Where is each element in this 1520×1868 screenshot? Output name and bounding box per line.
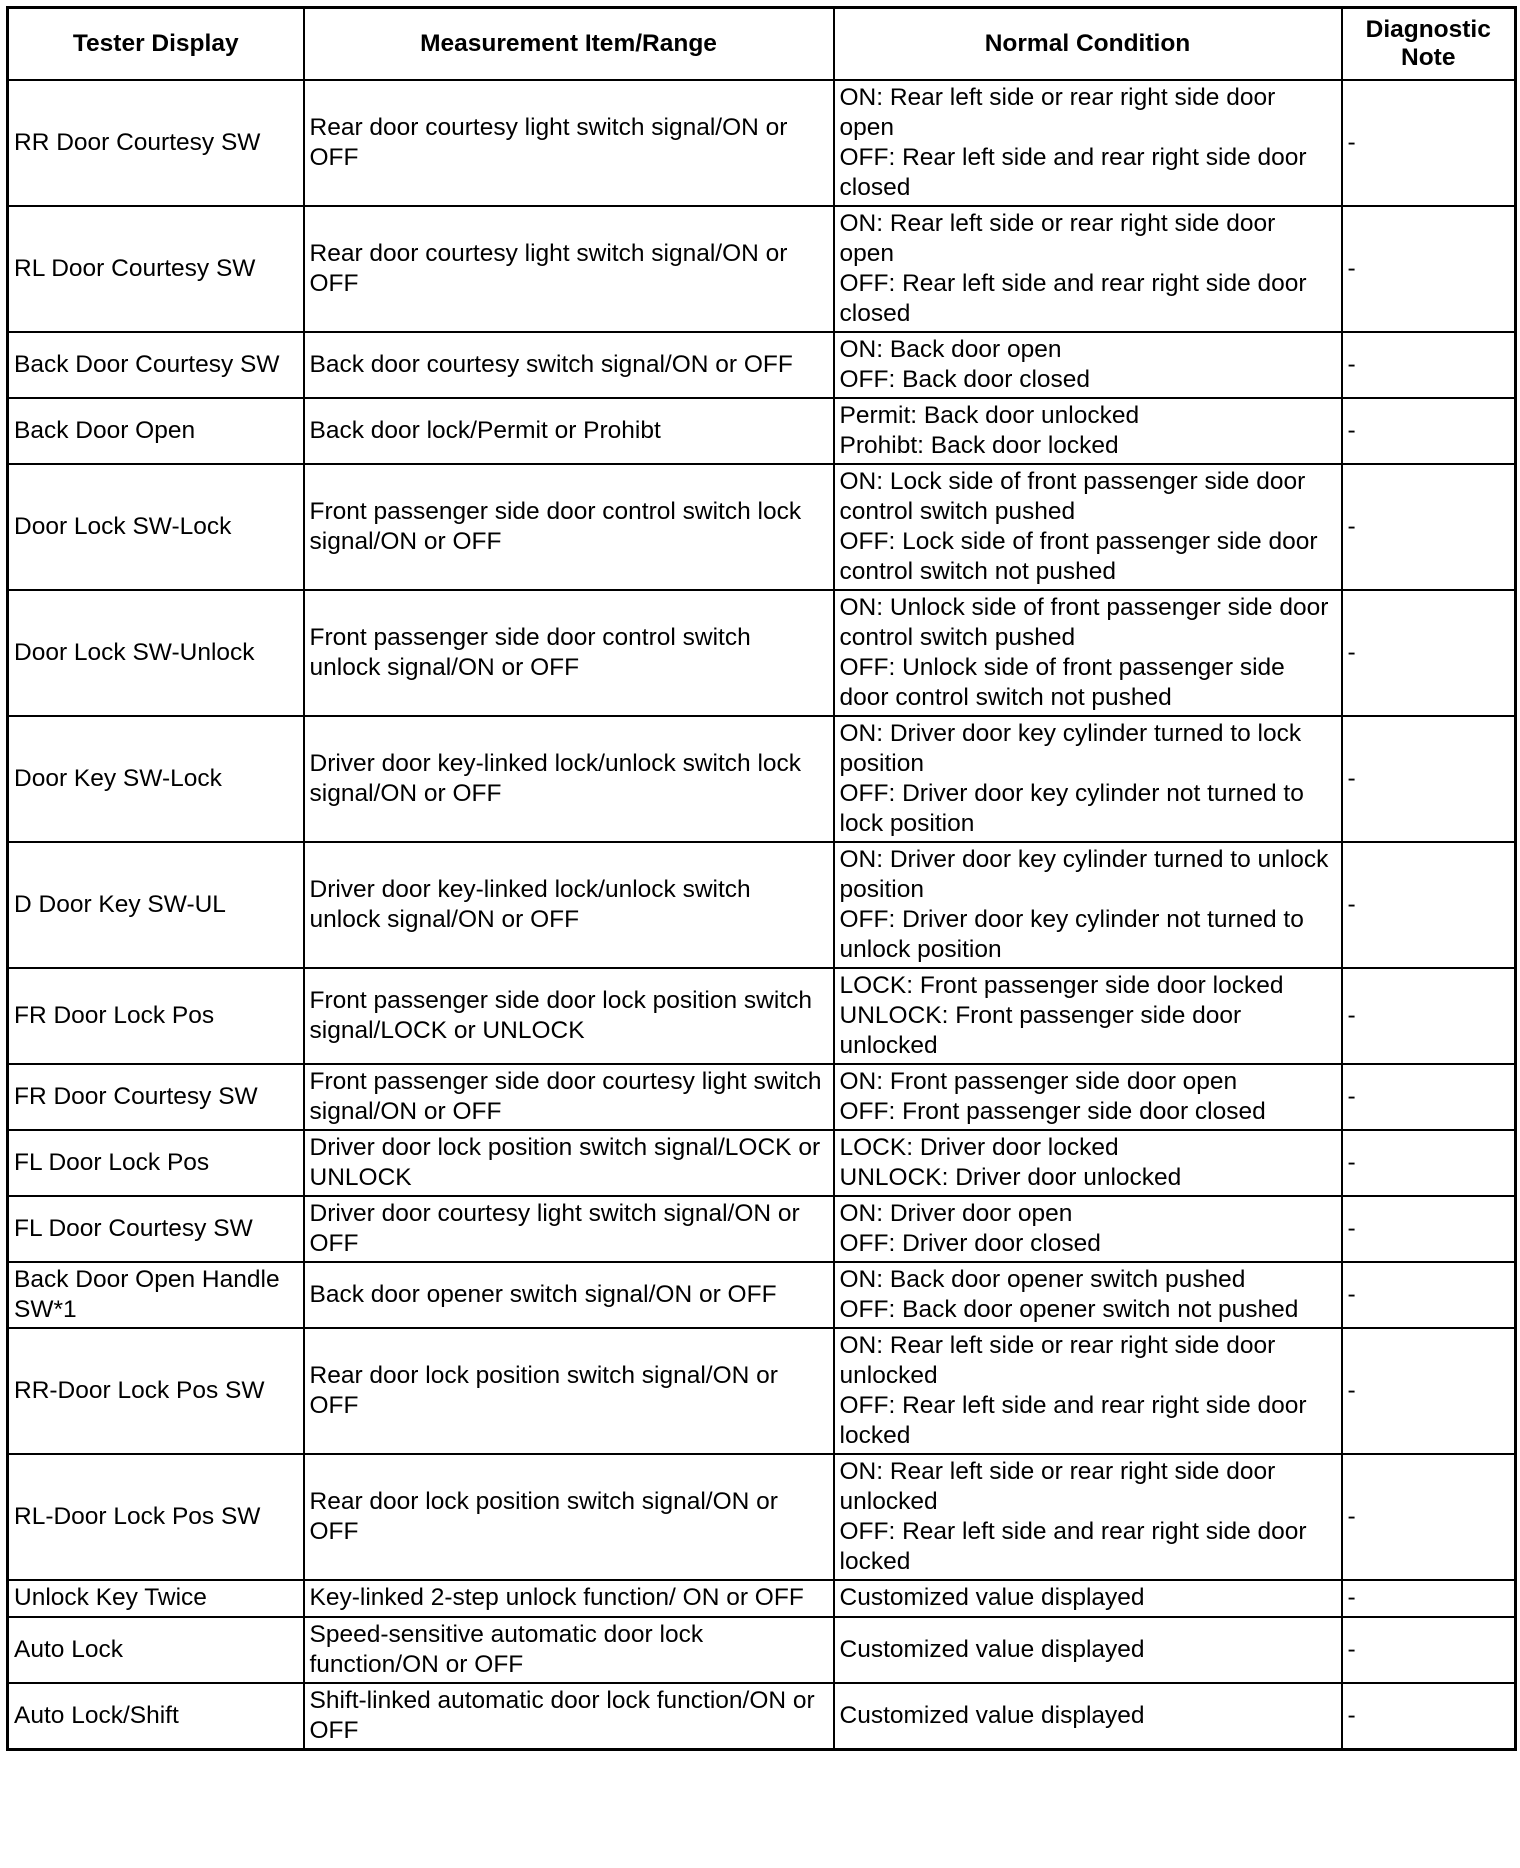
normal-condition-line: Permit: Back door unlocked	[839, 401, 1140, 429]
diagnostic-note-cell: -	[1342, 1130, 1516, 1196]
normal-condition-cell	[834, 398, 1342, 464]
table-row	[8, 1262, 1516, 1328]
diagnostic-note-cell: -	[1342, 842, 1516, 968]
normal-condition-line: ON: Unlock side of front passenger side door control switch pushed	[839, 593, 1329, 651]
tester-display-cell: FL Door Lock Pos	[8, 1130, 304, 1196]
normal-condition-line: ON: Rear left side or rear right side door unlocked	[839, 1457, 1276, 1515]
normal-condition-line: OFF: Rear left side and rear right side door locked	[839, 1517, 1307, 1575]
tester-display-cell: RR Door Courtesy SW	[8, 80, 304, 206]
normal-condition-line: UNLOCK: Front passenger side door unlocked	[839, 1001, 1242, 1059]
tester-display-cell: D Door Key SW-UL	[8, 842, 304, 968]
table-row	[8, 590, 1516, 716]
measurement-item-cell: Rear door courtesy light switch signal/ON or OFF	[304, 80, 834, 206]
measurement-item-cell: Rear door lock position switch signal/ON or OFF	[304, 1328, 834, 1454]
table-row	[8, 968, 1516, 1064]
normal-condition-line: OFF: Lock side of front passenger side door control switch not pushed	[839, 527, 1318, 585]
normal-condition-line: OFF: Driver door key cylinder not turned to lock position	[839, 779, 1304, 837]
normal-condition-line: ON: Back door open	[839, 335, 1062, 363]
table-row	[8, 1130, 1516, 1196]
measurement-item-cell: Rear door courtesy light switch signal/ON or OFF	[304, 206, 834, 332]
normal-condition-line: Customized value displayed	[839, 1635, 1145, 1663]
normal-condition-line: OFF: Driver door closed	[839, 1229, 1101, 1257]
tester-display-cell: FR Door Courtesy SW	[8, 1064, 304, 1130]
measurement-item-cell: Shift-linked automatic door lock function/ON or OFF	[304, 1683, 834, 1750]
normal-condition-cell	[834, 1130, 1342, 1196]
normal-condition-line: Customized value displayed	[839, 1701, 1145, 1729]
normal-condition-cell	[834, 1454, 1342, 1580]
measurement-item-cell: Front passenger side door control switch lock signal/ON or OFF	[304, 464, 834, 590]
diagnostic-note-cell: -	[1342, 1580, 1516, 1617]
normal-condition-line: LOCK: Front passenger side door locked	[839, 971, 1284, 999]
diagnostic-note-cell: -	[1342, 206, 1516, 332]
tester-display-cell: Auto Lock	[8, 1617, 304, 1683]
measurement-item-cell: Driver door key-linked lock/unlock switch lock signal/ON or OFF	[304, 716, 834, 842]
table-row	[8, 206, 1516, 332]
table-row	[8, 1454, 1516, 1580]
normal-condition-line: OFF: Rear left side and rear right side door closed	[839, 143, 1307, 201]
normal-condition-line: OFF: Back door closed	[839, 365, 1091, 393]
table-body	[8, 80, 1516, 1750]
normal-condition-cell	[834, 1580, 1342, 1617]
table-row	[8, 332, 1516, 398]
diagnostic-note-cell: -	[1342, 398, 1516, 464]
tester-display-cell: RR-Door Lock Pos SW	[8, 1328, 304, 1454]
measurement-item-cell: Back door lock/Permit or Prohibt	[304, 398, 834, 464]
normal-condition-cell	[834, 1683, 1342, 1750]
header-diagnostic-note: Diagnostic Note	[1342, 8, 1516, 80]
normal-condition-cell	[834, 1617, 1342, 1683]
measurement-item-cell: Driver door lock position switch signal/LOCK or UNLOCK	[304, 1130, 834, 1196]
tester-display-cell: Back Door Open	[8, 398, 304, 464]
normal-condition-line: UNLOCK: Driver door unlocked	[839, 1163, 1182, 1191]
diagnostic-note-cell: -	[1342, 1683, 1516, 1750]
normal-condition-line: Customized value displayed	[839, 1584, 1145, 1611]
measurement-item-cell: Driver door key-linked lock/unlock switch unlock signal/ON or OFF	[304, 842, 834, 968]
table-row	[8, 842, 1516, 968]
header-measurement-item: Measurement Item/Range	[304, 8, 834, 80]
table-row	[8, 80, 1516, 206]
tester-display-cell: RL Door Courtesy SW	[8, 206, 304, 332]
header-row	[8, 8, 1516, 80]
diagnostic-note-cell: -	[1342, 464, 1516, 590]
measurement-item-cell: Rear door lock position switch signal/ON or OFF	[304, 1454, 834, 1580]
normal-condition-line: ON: Front passenger side door open	[839, 1067, 1238, 1095]
tester-display-cell: FL Door Courtesy SW	[8, 1196, 304, 1262]
header-tester-display: Tester Display	[8, 8, 304, 80]
normal-condition-cell	[834, 332, 1342, 398]
diagnostic-note-cell: -	[1342, 968, 1516, 1064]
diagnostic-note-cell: -	[1342, 590, 1516, 716]
normal-condition-line: ON: Lock side of front passenger side door control switch pushed	[839, 467, 1306, 525]
table-row	[8, 716, 1516, 842]
table-row	[8, 1580, 1516, 1617]
table-row	[8, 464, 1516, 590]
normal-condition-line: ON: Driver door key cylinder turned to unlock position	[839, 845, 1329, 903]
normal-condition-line: OFF: Back door opener switch not pushed	[839, 1295, 1299, 1323]
diagnostic-note-cell: -	[1342, 1262, 1516, 1328]
normal-condition-cell	[834, 716, 1342, 842]
normal-condition-cell	[834, 80, 1342, 206]
normal-condition-cell	[834, 1064, 1342, 1130]
header-normal-condition: Normal Condition	[834, 8, 1342, 80]
normal-condition-line: LOCK: Driver door locked	[839, 1133, 1119, 1161]
table-row	[8, 398, 1516, 464]
measurement-item-cell: Back door opener switch signal/ON or OFF	[304, 1262, 834, 1328]
tester-display-cell: Door Key SW-Lock	[8, 716, 304, 842]
normal-condition-cell	[834, 968, 1342, 1064]
table-row	[8, 1196, 1516, 1262]
diagnostic-note-cell: -	[1342, 1328, 1516, 1454]
diagnostic-note-cell: -	[1342, 332, 1516, 398]
table-row	[8, 1064, 1516, 1130]
table-row	[8, 1617, 1516, 1683]
normal-condition-cell	[834, 1196, 1342, 1262]
diagnostic-note-cell: -	[1342, 1196, 1516, 1262]
normal-condition-cell	[834, 842, 1342, 968]
normal-condition-line: OFF: Rear left side and rear right side door locked	[839, 1391, 1307, 1449]
measurement-item-cell: Driver door courtesy light switch signal/ON or OFF	[304, 1196, 834, 1262]
normal-condition-cell	[834, 464, 1342, 590]
data-list-sheet	[6, 6, 1514, 1751]
normal-condition-line: ON: Back door opener switch pushed	[839, 1265, 1246, 1293]
measurement-item-cell: Front passenger side door control switch unlock signal/ON or OFF	[304, 590, 834, 716]
tester-display-cell: Unlock Key Twice	[8, 1580, 304, 1617]
data-list-table	[6, 6, 1517, 1751]
tester-display-cell: FR Door Lock Pos	[8, 968, 304, 1064]
normal-condition-cell	[834, 206, 1342, 332]
table-row	[8, 1328, 1516, 1454]
normal-condition-line: ON: Rear left side or rear right side door unlocked	[839, 1331, 1276, 1389]
normal-condition-line: OFF: Unlock side of front passenger side door control switch not pushed	[839, 653, 1285, 711]
tester-display-cell: Door Lock SW-Lock	[8, 464, 304, 590]
tester-display-cell: RL-Door Lock Pos SW	[8, 1454, 304, 1580]
diagnostic-note-cell: -	[1342, 1454, 1516, 1580]
normal-condition-line: ON: Rear left side or rear right side door open	[839, 209, 1276, 267]
normal-condition-line: Prohibt: Back door locked	[839, 431, 1119, 459]
measurement-item-cell: Back door courtesy switch signal/ON or OFF	[304, 332, 834, 398]
normal-condition-cell	[834, 590, 1342, 716]
diagnostic-note-cell: -	[1342, 80, 1516, 206]
tester-display-cell: Door Lock SW-Unlock	[8, 590, 304, 716]
diagnostic-note-cell: -	[1342, 1617, 1516, 1683]
normal-condition-cell	[834, 1328, 1342, 1454]
diagnostic-note-cell: -	[1342, 716, 1516, 842]
measurement-item-cell: Front passenger side door lock position switch signal/LOCK or UNLOCK	[304, 968, 834, 1064]
normal-condition-line: OFF: Front passenger side door closed	[839, 1097, 1266, 1125]
tester-display-cell: Auto Lock/Shift	[8, 1683, 304, 1750]
normal-condition-line: OFF: Driver door key cylinder not turned to unlock position	[839, 905, 1304, 963]
normal-condition-line: ON: Rear left side or rear right side door open	[839, 83, 1276, 141]
tester-display-cell: Back Door Courtesy SW	[8, 332, 304, 398]
measurement-item-cell: Speed-sensitive automatic door lock function/ON or OFF	[304, 1617, 834, 1683]
normal-condition-line: ON: Driver door open	[839, 1199, 1073, 1227]
diagnostic-note-cell: -	[1342, 1064, 1516, 1130]
normal-condition-line: OFF: Rear left side and rear right side door closed	[839, 269, 1307, 327]
normal-condition-line: ON: Driver door key cylinder turned to lock position	[839, 719, 1302, 777]
measurement-item-cell: Front passenger side door courtesy light switch signal/ON or OFF	[304, 1064, 834, 1130]
tester-display-cell: Back Door Open Handle SW*1	[8, 1262, 304, 1328]
table-row	[8, 1683, 1516, 1750]
measurement-item-cell: Key-linked 2-step unlock function/ ON or OFF	[304, 1580, 834, 1617]
normal-condition-cell	[834, 1262, 1342, 1328]
